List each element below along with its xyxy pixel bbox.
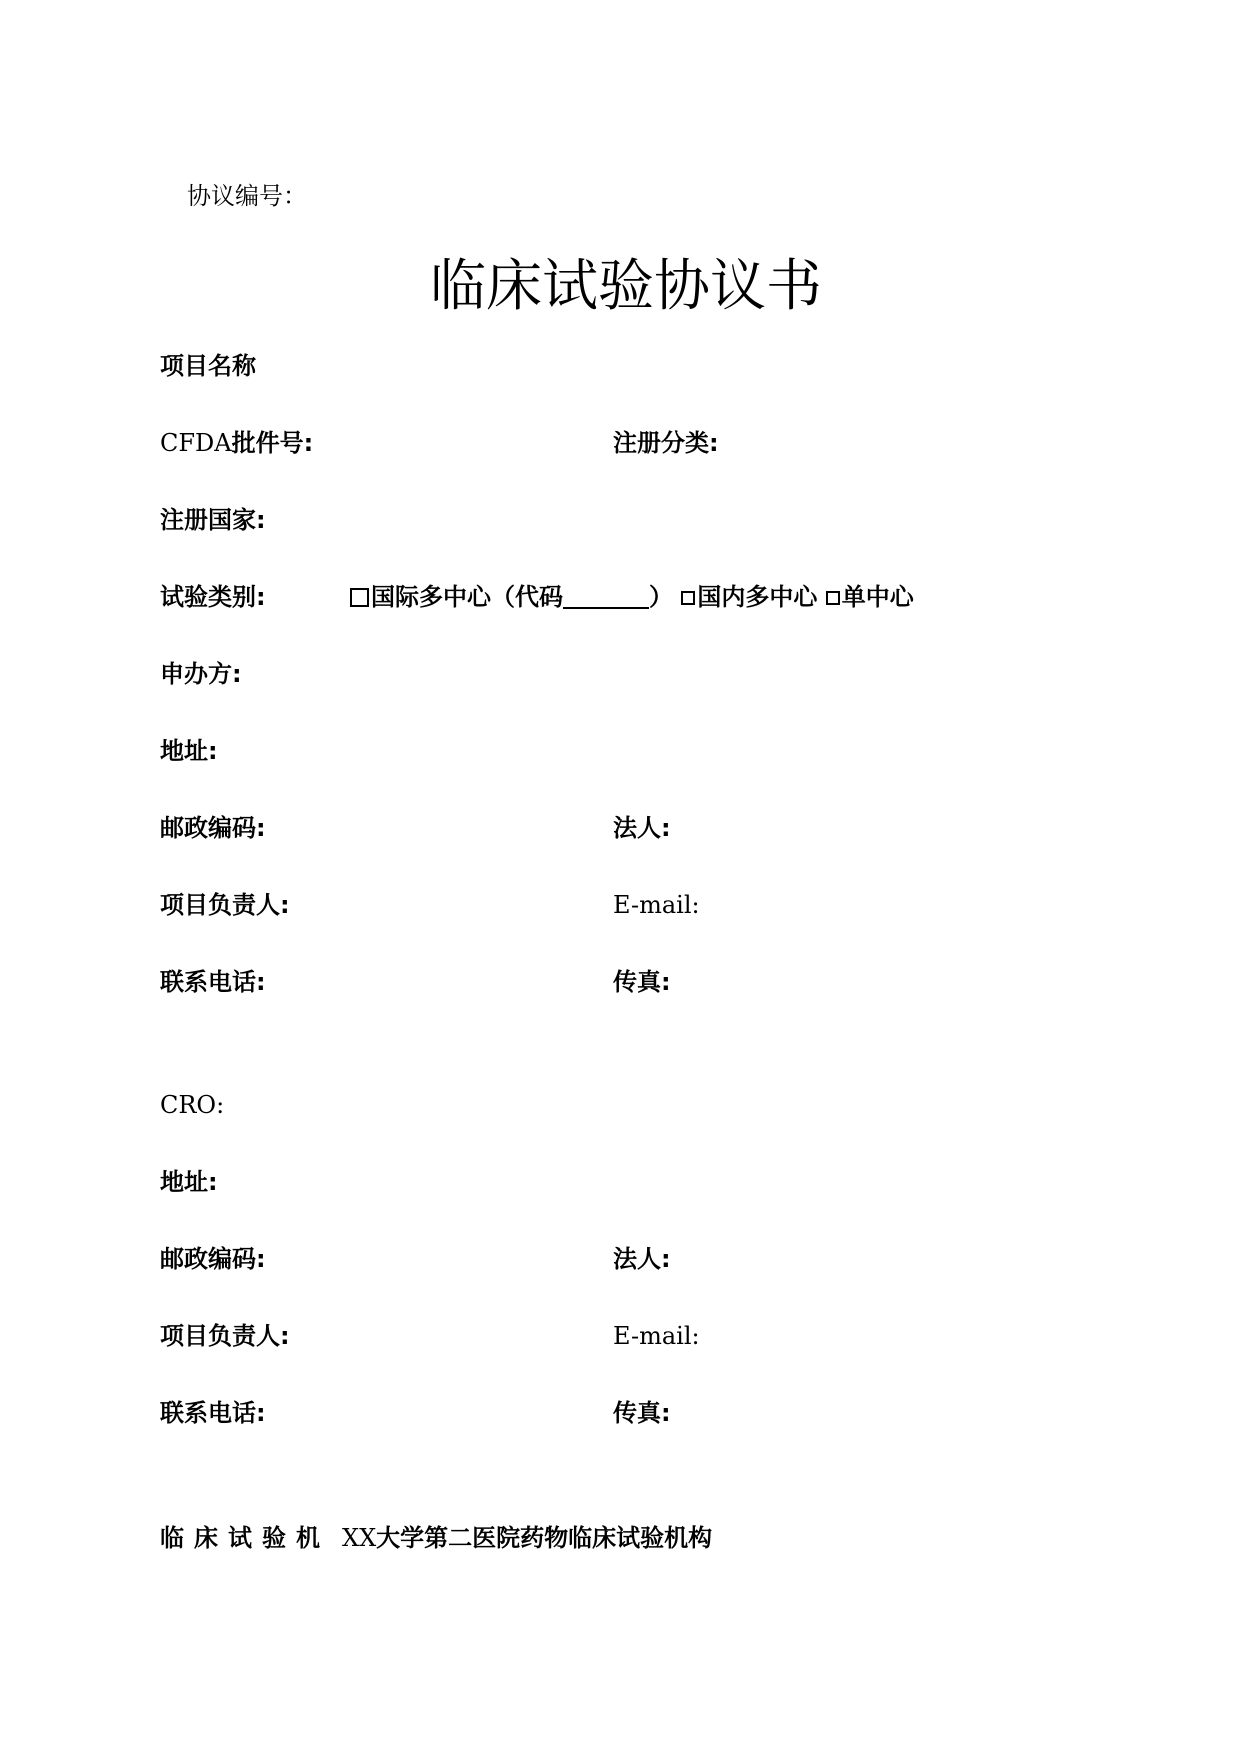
cro-postal-code-label: 邮政编码: [160, 1245, 266, 1273]
checkbox-single[interactable] [826, 591, 840, 605]
cro-address-label: 地址: [160, 1168, 218, 1196]
trial-type-label: 试验类别: [160, 583, 266, 611]
project-name-label: 项目名称 [160, 352, 256, 380]
cro-project-leader-label: 项目负责人: [160, 1322, 290, 1350]
option-international-close: ） [649, 583, 673, 611]
sponsor-email-label: E-mail: [613, 891, 700, 919]
sponsor-address-label: 地址: [160, 737, 218, 765]
code-blank[interactable] [563, 585, 649, 609]
option-international: 国际多中心（代码 [371, 583, 563, 611]
sponsor-postal-code-label: 邮政编码: [160, 814, 266, 842]
cro-phone-label: 联系电话: [160, 1399, 266, 1427]
cfda-approval-text: 批件号: [231, 429, 314, 457]
registration-country-label: 注册国家: [160, 506, 266, 534]
option-single: 单中心 [841, 583, 914, 611]
institution-label: 临床试验机 [160, 1524, 330, 1552]
document-title: 临床试验协议书 [430, 254, 822, 319]
institution-value-prefix: XX [342, 1524, 377, 1552]
cfda-prefix: CFDA [160, 429, 232, 457]
clinical-trial-institution [160, 1522, 712, 1554]
sponsor-label: 申办方: [160, 660, 242, 688]
sponsor-phone-label: 联系电话: [160, 968, 266, 996]
institution-value [342, 1524, 712, 1552]
sponsor-legal-person-label: 法人: [613, 814, 671, 842]
checkbox-domestic[interactable] [681, 591, 695, 605]
cro-email-label: E-mail: [613, 1322, 700, 1350]
registration-category-label: 注册分类: [613, 429, 719, 457]
cro-legal-person-label: 法人: [613, 1245, 671, 1273]
cfda-approval-label [160, 427, 313, 459]
protocol-number-label: 协议编号： [187, 182, 307, 210]
cro-label: CRO: [160, 1091, 225, 1119]
trial-type-options [350, 581, 914, 613]
option-domestic: 国内多中心 [697, 583, 818, 611]
sponsor-project-leader-label: 项目负责人: [160, 891, 290, 919]
institution-value-text: 大学第二医院药物临床试验机构 [376, 1524, 713, 1552]
sponsor-fax-label: 传真: [613, 968, 671, 996]
checkbox-international[interactable] [350, 588, 369, 607]
cro-fax-label: 传真: [613, 1399, 671, 1427]
